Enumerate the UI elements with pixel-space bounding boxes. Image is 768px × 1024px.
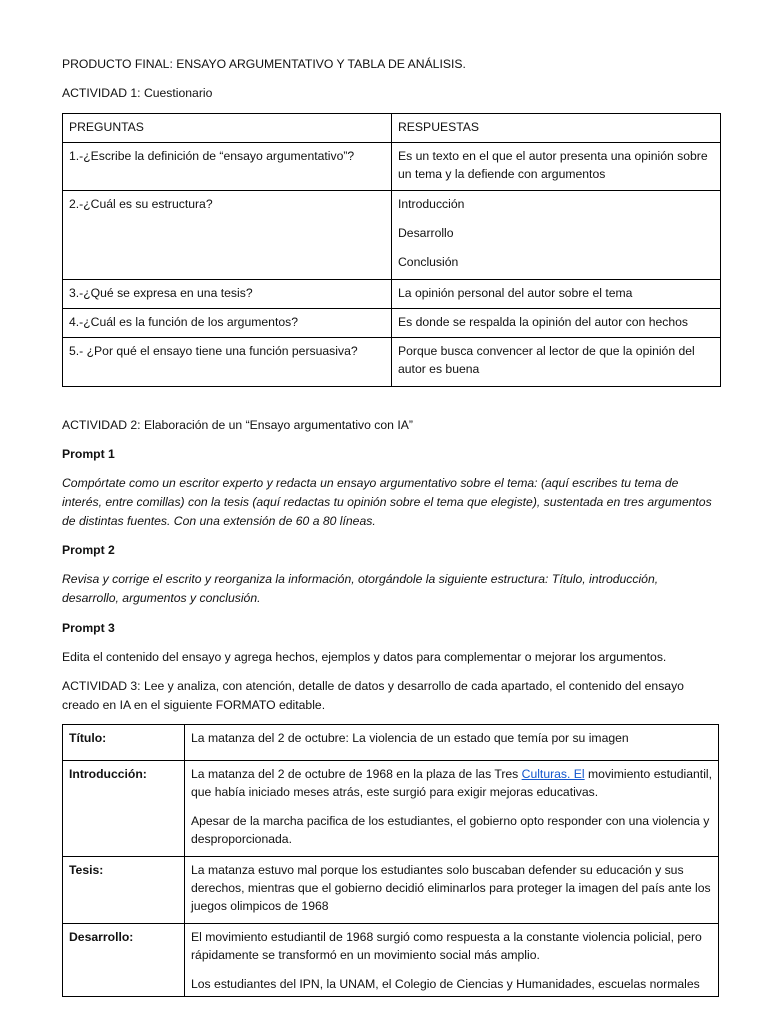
answer-text: La opinión personal del autor sobre el tema [398, 286, 633, 300]
row-label-titulo: Título: [63, 725, 185, 761]
desarrollo-cell [185, 924, 719, 997]
question-cell: 3.-¿Qué se expresa en una tesis? [63, 280, 392, 309]
answer-text: Porque busca convencer al lector de que la opinión del autor es buena [398, 344, 695, 376]
table-row [63, 143, 721, 191]
answer-cell [392, 309, 721, 338]
answer-cell [392, 280, 721, 309]
table-row [63, 280, 721, 309]
row-label-desarrollo: Desarrollo: [63, 924, 185, 997]
prompt3-label: Prompt 3 [62, 621, 115, 635]
prompt1-label: Prompt 1 [62, 447, 115, 461]
question-cell: 1.-¿Escribe la definición de “ensayo argumentativo”? [63, 143, 392, 191]
questionnaire-table [62, 113, 721, 387]
document-title: PRODUCTO FINAL: ENSAYO ARGUMENTATIVO Y TABLA DE ANÁLISIS. [62, 57, 466, 71]
table-row [63, 309, 721, 338]
answer-cell [392, 191, 721, 280]
table-row [63, 761, 719, 857]
table-row [63, 338, 721, 387]
desarrollo-paragraph: Los estudiantes del IPN, la UNAM, el Colegio de Ciencias y Humanidades, escuelas normales [191, 977, 700, 991]
table-row [63, 191, 721, 280]
answer-text: Desarrollo [398, 226, 454, 240]
tesis-cell: La matanza estuvo mal porque los estudiantes solo buscaban defender su educación y sus derechos, mientras que el gobierno decidió eliminarlos para proteger la imagen del país ante los juegos olimpicos de 1968 [185, 857, 719, 924]
header-preguntas: PREGUNTAS [63, 114, 392, 143]
activity2-heading: ACTIVIDAD 2: Elaboración de un “Ensayo argumentativo con IA” [62, 418, 413, 432]
answer-text: Es donde se respalda la opinión del autor con hechos [398, 315, 688, 329]
prompt2-label: Prompt 2 [62, 543, 115, 557]
row-label-introduccion: Introducción: [63, 761, 185, 857]
intro-text-end: movimiento estudiantil, que había iniciado meses atrás, este surgió para exigir mejoras educativas. [191, 767, 712, 799]
analysis-table [62, 724, 719, 997]
prompt1-text: Compórtate como un escritor experto y redacta un ensayo argumentativo sobre el tema: (aquí escribes tu tema de interés, entre comillas) con la tesis (aquí redactas tu opinión sobre el tema que elegiste), sustentada en tres argumentos de distintas fuentes. Con una extensión de 60 a 80 líneas. [62, 476, 712, 528]
desarrollo-paragraph: El movimiento estudiantil de 1968 surgió como respuesta a la constante violencia policial, pero rápidamente se transformó en un movimiento social más amplio. [191, 930, 702, 962]
answer-text: Introducción [398, 197, 465, 211]
answer-text: Es un texto en el que el autor presenta una opinión sobre un tema y la defiende con argumentos [398, 149, 708, 181]
question-cell: 4.-¿Cuál es la función de los argumentos? [63, 309, 392, 338]
culturas-link[interactable]: Culturas. El [521, 767, 585, 781]
activity1-heading: ACTIVIDAD 1: Cuestionario [62, 86, 213, 100]
answer-cell [392, 143, 721, 191]
header-respuestas: RESPUESTAS [392, 114, 721, 143]
answer-text: Conclusión [398, 255, 459, 269]
titulo-cell: La matanza del 2 de octubre: La violencia de un estado que temía por su imagen [185, 725, 719, 761]
activity3-heading: ACTIVIDAD 3: Lee y analiza, con atención, detalle de datos y desarrollo de cada apartado, el contenido del ensayo creado en IA en el siguiente FORMATO editable. [62, 679, 684, 712]
prompt2-text: Revisa y corrige el escrito y reorganiza la información, otorgándole la siguiente estructura: Título, introducción, desarrollo, argumentos y conclusión. [62, 572, 659, 605]
table-row [63, 725, 719, 761]
table-header-row [63, 114, 721, 143]
intro-paragraph [191, 765, 712, 801]
intro-paragraph: Apesar de la marcha pacifica de los estudiantes, el gobierno opto responder con una violencia y desproporcionada. [191, 814, 710, 846]
question-cell: 2.-¿Cuál es su estructura? [63, 191, 392, 280]
introduccion-cell [185, 761, 719, 857]
answer-cell [392, 338, 721, 387]
table-row [63, 857, 719, 924]
table-row [63, 924, 719, 997]
intro-text-start: La matanza del 2 de octubre de 1968 en la plaza de las Tres [191, 767, 522, 781]
question-cell: 5.- ¿Por qué el ensayo tiene una función persuasiva? [63, 338, 392, 387]
prompt3-text: Edita el contenido del ensayo y agrega hechos, ejemplos y datos para complementar o mejorar los argumentos. [62, 650, 667, 664]
row-label-tesis: Tesis: [63, 857, 185, 924]
